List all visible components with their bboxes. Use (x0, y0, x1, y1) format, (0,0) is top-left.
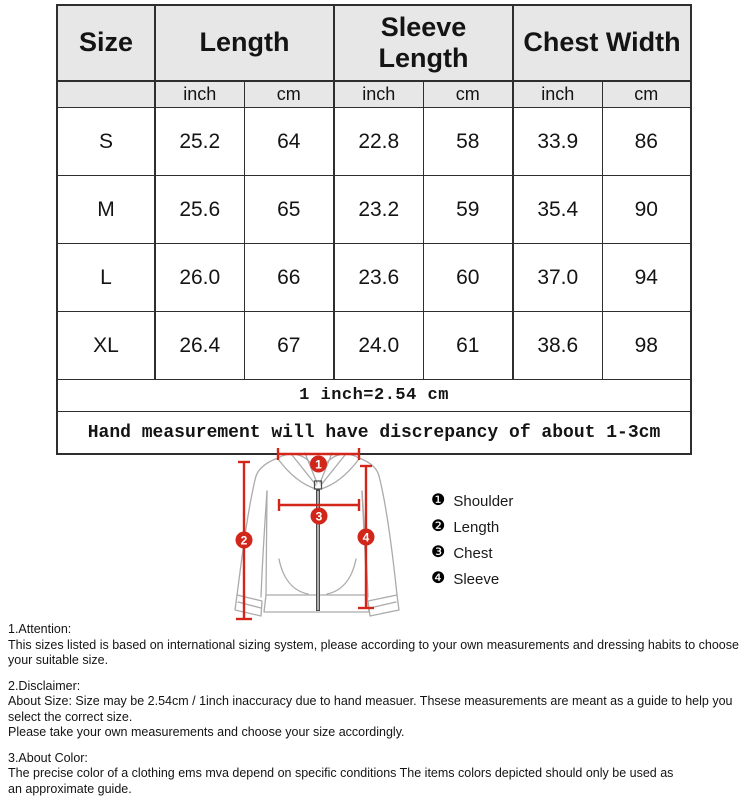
hand-measurement-note: Hand measurement will have discrepancy of about 1-3cm (57, 412, 691, 455)
measurement-cell: 22.8 (334, 108, 423, 176)
svg-text:3: 3 (315, 509, 323, 524)
note-line: Please take your own measurements and choose your size accordingly. (8, 725, 405, 739)
measurement-cell: 60 (423, 244, 513, 312)
header-row (57, 5, 691, 81)
size-chart-table (56, 4, 692, 455)
legend-label: Shoulder (453, 492, 514, 510)
unit-cell-empty (57, 81, 155, 108)
measurement-cell: 23.2 (334, 176, 423, 244)
inch-conversion-note: 1 inch=2.54 cm (57, 380, 691, 412)
header-size: Size (57, 5, 155, 81)
measurement-cell: 23.6 (334, 244, 423, 312)
note-heading: 1.Attention: (8, 622, 72, 636)
header-length: Length (155, 5, 334, 81)
note-line: The precise color of a clothing ems mva depend on specific conditions The items colors depicted should only be used as (8, 766, 674, 780)
legend-label: Length (453, 518, 500, 536)
callout-2-icon (236, 532, 253, 549)
measurement-cell: 33.9 (513, 108, 602, 176)
unit-cell: inch (334, 81, 423, 108)
circled-4-icon: ❹ (431, 570, 446, 587)
size-label: L (57, 244, 155, 312)
note-heading: 3.About Color: (8, 750, 88, 765)
conversion-row (57, 380, 691, 412)
measurement-legend (431, 488, 513, 592)
measurement-cell: 25.6 (155, 176, 244, 244)
measurement-cell: 35.4 (513, 176, 602, 244)
svg-text:4: 4 (362, 530, 370, 545)
unit-cell: cm (602, 81, 691, 108)
measurement-cell: 61 (423, 312, 513, 380)
table-row-xl (57, 312, 691, 380)
measurement-cell: 58 (423, 108, 513, 176)
size-label: S (57, 108, 155, 176)
note-heading: 2.Disclaimer: (8, 678, 81, 693)
header-chest-width: Chest Width (513, 5, 691, 81)
legend-label: Chest (453, 544, 493, 562)
measurement-cell: 24.0 (334, 312, 423, 380)
disclaimer-note (8, 679, 746, 741)
callout-4-icon (358, 529, 375, 546)
table-row-s (57, 108, 691, 176)
measurement-cell: 66 (244, 244, 334, 312)
legend-item-length (431, 514, 513, 540)
circled-3-icon: ❸ (431, 544, 446, 561)
legend-item-sleeve (431, 566, 513, 592)
measurement-cell: 94 (602, 244, 691, 312)
measurement-cell: 59 (423, 176, 513, 244)
measurement-cell: 65 (244, 176, 334, 244)
svg-text:2: 2 (240, 533, 248, 548)
measurement-cell: 64 (244, 108, 334, 176)
zipper (315, 481, 322, 611)
table-row-l (57, 244, 691, 312)
measurement-cell: 26.4 (155, 312, 244, 380)
unit-cell: inch (155, 81, 244, 108)
measurement-cell: 38.6 (513, 312, 602, 380)
unit-cell: inch (513, 81, 602, 108)
size-label: XL (57, 312, 155, 380)
legend-item-shoulder (431, 488, 513, 514)
note-line: About Size: Size may be 2.54cm / 1inch inaccuracy due to hand measuer. Thsese measurements are meant as a guide to help you select the correct size. (8, 694, 733, 724)
note-line: an approximate guide. (8, 781, 132, 796)
header-sleeve-length (334, 5, 513, 81)
measurement-cell: 26.0 (155, 244, 244, 312)
measurement-cell: 98 (602, 312, 691, 380)
callout-1-icon (310, 456, 327, 473)
notes-section (8, 622, 746, 807)
measurement-cell: 67 (244, 312, 334, 380)
header-sleeve-length-text: Sleeve Length (378, 11, 469, 73)
unit-row (57, 81, 691, 108)
attention-note (8, 622, 746, 669)
measurement-cell: 37.0 (513, 244, 602, 312)
measurement-cell: 25.2 (155, 108, 244, 176)
unit-cell: cm (244, 81, 334, 108)
unit-cell: cm (423, 81, 513, 108)
hoodie-measurement-diagram (195, 445, 405, 625)
about-color-note (8, 751, 746, 798)
note-line: This sizes listed is based on international sizing system, please according to your own measurements and dressing habits to choose your suitable size. (8, 637, 739, 667)
measurement-cell: 90 (602, 176, 691, 244)
circled-2-icon: ❷ (431, 518, 446, 535)
table-row-m (57, 176, 691, 244)
legend-item-chest (431, 540, 513, 566)
callout-badges (236, 456, 375, 549)
svg-text:1: 1 (315, 457, 322, 472)
legend-label: Sleeve (453, 570, 500, 588)
circled-1-icon: ❶ (431, 492, 446, 509)
measurement-cell: 86 (602, 108, 691, 176)
size-label: M (57, 176, 155, 244)
callout-3-icon (311, 508, 328, 525)
